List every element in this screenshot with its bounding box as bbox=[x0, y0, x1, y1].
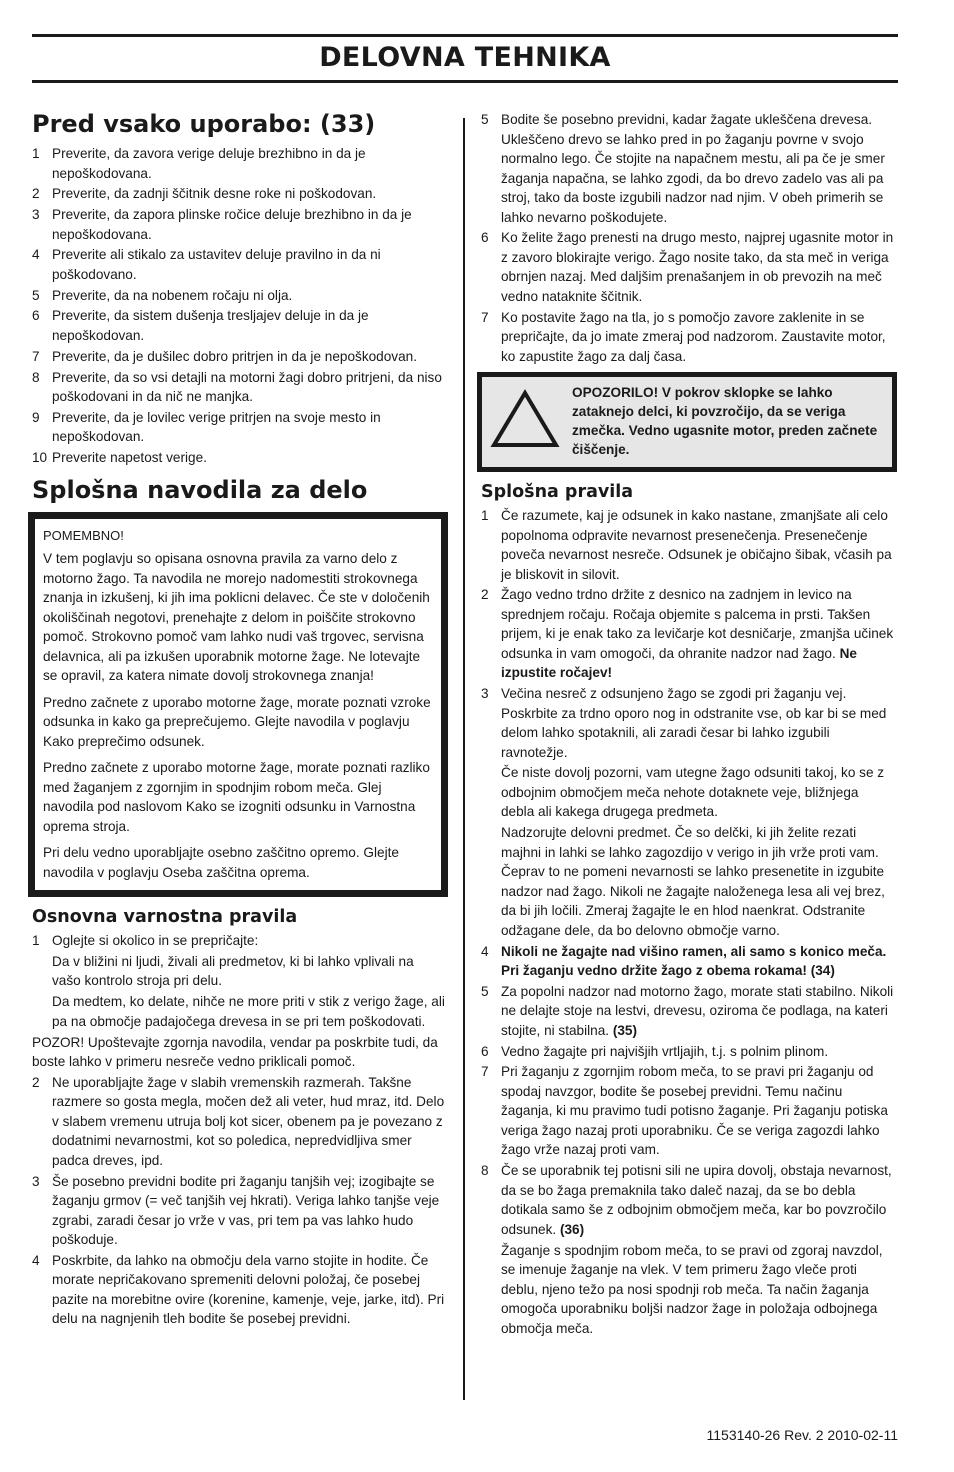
document-number: 1153140-26 Rev. 2 2010-02-11 bbox=[706, 1427, 898, 1443]
list-item: 7 Preverite, da je dušilec dobro pritrjen in da je nepoškodovan. bbox=[32, 348, 417, 364]
list-item: 6 Preverite, da sistem dušenja tresljajev deluje in da je nepoškodovan. bbox=[32, 308, 369, 343]
list-item: 9 Preverite, da je lovilec verige pritrjen na svoje mesto in nepoškodovan. bbox=[32, 409, 381, 445]
section-title-general-instructions: Splošna navodila za delo bbox=[32, 475, 368, 504]
list-subparagraph: Da medtem, ko delate, nihče ne more priti v stik z verigo žage, ali pa na območje padajočega drevesa in se pri tem poškodovati. bbox=[52, 994, 445, 1029]
list-item: 5 Bodite še posebno previdni, kadar žagate ukleščena drevesa. Ukleščeno drevo se lahko pred in po žaganju povrne v svojo normalno lego. Če stojite na napačnem mestu, ali pa če je smer žaganja napačna, se lahko zgodi, da bo drevo zadelo vas ali pa stroj, tako da boste izgubili nadzor nad njim. V obeh primerih se lahko nevarno poškodujete. bbox=[481, 112, 885, 225]
basic-safety-list-continued bbox=[481, 110, 895, 366]
list-item: 5 Preverite, da na nobenem ročaju ni olja. bbox=[32, 287, 293, 303]
warning-text: OPOZORILO! V pokrov sklopke se lahko zataknejo delci, ki povzročijo, da se veriga zmečka. Vedno ugasnite motor, preden začnete čiščenje. bbox=[572, 385, 878, 458]
list-subparagraph: Žaganje s spodnjim robom meča, to se pravi od zgoraj navzdol, se imenuje žaganje na vlek. V tem primeru žago vleče proti deblu, njeno težo pa nosi spodnji rob meča. Ta način žaganja omogoča uporabniku boljši nadzor žage in položaja odbojnega območja meča. bbox=[501, 1242, 883, 1336]
list-item: 6 Vedno žagajte pri najvišjih vrtljajih, t.j. s polnim plinom. bbox=[481, 1043, 829, 1059]
warning-box bbox=[477, 372, 897, 472]
list-item: 5 Za popolni nadzor nad motorno žago, morate stati stabilno. Nikoli ne delajte stoje na lestvi, drevesu, oziroma če podlaga, na kateri stojite, ni stabilna. (35) bbox=[481, 983, 894, 1038]
list-item: 1 Preverite, da zavora verige deluje brezhibno in da je nepoškodovana. bbox=[32, 146, 366, 181]
list-item: 2 Žago vedno trdno držite z desnico na zadnjem in levico na sprednjem ročaju. Ročaja objemite s palcema in prsti. Takšen prijem, ki je enak tako za levičarje kot desničarje, zmanjša učinek odsunka in vam omogoči, da ohranite nadzor nad žago. Ne izpustite ročajev! bbox=[481, 587, 894, 681]
warning-triangle-icon bbox=[490, 389, 560, 449]
notice-paragraph: Predno začnete z uporabo motorne žage, morate poznati vzroke odsunka in kako ga preprečujemo. Glejte navodila v poglavju Kako preprečimo odsunek. bbox=[43, 694, 431, 749]
column-divider bbox=[463, 118, 465, 1400]
notice-paragraph: Pri delu vedno uporabljajte osebno zaščitno opremo. Glejte navodila v poglavju Oseba zaščitna oprema. bbox=[43, 845, 399, 880]
list-item: 4 Preverite ali stikalo za ustavitev deluje pravilno in da ni poškodovano. bbox=[32, 247, 381, 282]
list-item: 4 Nikoli ne žagajte nad višino ramen, ali samo s konico meča. Pri žaganju vedno držite žago z obema rokama! (34) bbox=[481, 943, 887, 979]
before-use-checklist bbox=[32, 144, 446, 468]
notice-paragraph: Predno začnete z uporabo motorne žage, morate poznati razliko med žaganjem z zgornjim in spodnjim robom meča. Glej navodila pod naslovom Kako se izogniti odsunku in Varnostna oprema stroja. bbox=[43, 760, 430, 834]
caution-paragraph: POZOR! Upoštevajte zgornja navodila, vendar pa poskrbite tudi, da boste lahko v primeru nesreče vedno priklicali pomoč. bbox=[32, 1034, 438, 1070]
list-item: 10 Preverite napetost verige. bbox=[32, 450, 207, 466]
list-subparagraph: Da v bližini ni ljudi, živali ali predmetov, ki bi lahko vplivali na vašo kontrolo stroja pri delu. bbox=[52, 953, 414, 989]
section-title-before-use: Pred vsako uporabo: (33) bbox=[32, 110, 376, 138]
header-rule-bottom bbox=[32, 80, 898, 83]
list-subparagraph: Nadzorujte delovni predmet. Če so delčki, ki jih želite rezati majhni in lahki se lahko zagozdijo v verigo in jih vrže proti vam. Čeprav to ne pomeni nevarnosti se lahko presenetite in izgubite nadzor nad žago. Nikoli ne žagajte naloženega lesa ali vej brez, da bi jih ločili. Zmeraj žagajte le en hlod naenkrat. Odstranite odžagane dele, da bo delovno območje varno. bbox=[501, 825, 885, 938]
list-item: 7 Pri žaganju z zgornjim robom meča, to se pravi pri žaganju od spodaj navzgor, bodite še posebej previdni. Temu načinu žaganja, ki mu pravimo tudi potisno žaganje. Pri žaganju potiska veriga žago nazaj proti uporabniku. Če se veriga zagozdi lahko žago vrže nazaj proti vam. bbox=[481, 1064, 888, 1158]
list-item: 2 Preverite, da zadnji ščitnik desne roke ni poškodovan. bbox=[32, 186, 377, 202]
important-notice-box bbox=[28, 512, 448, 898]
list-item: 3 Večina nesreč z odsunjeno žago se zgodi pri žaganju vej. Poskrbite za trdno oporo nog in odstranite vse, ob kar bi se med delom lahko spotaknili, ali zaradi česar bi lahko izgubili ravnotežje. bbox=[481, 686, 887, 760]
list-item: 7 Ko postavite žago na tla, jo s pomočjo zavore zaklenite in se prepričajte, da jo imate zmeraj pod nadzorom. Zaustavite motor, ko zapustite žago za dalj časa. bbox=[481, 309, 886, 364]
list-item: 8 Preverite, da so vsi detajli na motorni žagi dobro pritrjeni, da niso poškodovani in da nič ne manjka. bbox=[32, 369, 442, 405]
page-title: DELOVNA TEHNIKA bbox=[319, 42, 611, 73]
list-item: 6 Ko želite žago prenesti na drugo mesto, najprej ugasnite motor in z zavoro blokirajte verigo. Žago nosite tako, da sta meč in veriga obrnjen nazaj. Med daljšim prenašanjem in ob prevozih na meč vedno nataknite ščitnik. bbox=[481, 230, 894, 304]
list-item: 4 Poskrbite, da lahko na območju dela varno stojite in hodite. Če morate nepričakovano spremeniti delovni položaj, če posebej pazite na morebitne ovire (korenine, kamenje, veje, jarke, itd). Pri delu na nagnjenih tleh bodite še posebej previdni. bbox=[32, 1252, 445, 1327]
list-item: 3 Preverite, da zapora plinske ročice deluje brezhibno in da je nepoškodovana. bbox=[32, 207, 412, 242]
basic-safety-list bbox=[32, 1073, 446, 1329]
list-item: 2 Ne uporabljajte žage v slabih vremenskih razmerah. Takšne razmere so gosta megla, močen dež ali veter, hud mraz, itd. Delo v slabem vremenu utruja bolj kot sicer, obenem pa je povezano z dodatnimi nevarnostmi, kot so poledica, nepredvidljiva smer padca dreves, ipd. bbox=[32, 1074, 445, 1168]
header-rule-top bbox=[32, 34, 898, 37]
right-column bbox=[481, 110, 895, 1339]
list-item: 8 Če se uporabnik tej potisni sili ne upira dovolj, obstaja nevarnost, da se bo žaga premaknila tako daleč nazaj, da se bo debla dotikala samo še z odbojnim območjem meča, kar bo povzročilo odsunek. (36) bbox=[481, 1163, 892, 1237]
notice-paragraph: V tem poglavju so opisana osnovna pravila za varno delo z motorno žago. Ta navodila ne morejo nadomestiti strokovnega znanja in izkušenj, ki jih ima poklicni delavec. Če ste v določenih okoliščinah negotovi, prenehajte z delom in poiščite strokovno pomoč. Strokovno pomoč vam lahko nudi vaš trgovec, servisna delavnica, ali pa izkušen uporabnik motorne žage. Ne lotevajte se opravil, za katera nimate dovolj strokovnega znanja! bbox=[43, 551, 430, 684]
section-title-basic-safety: Osnovna varnostna pravila bbox=[32, 907, 298, 928]
list-item: 3 Še posebno previdni bodite pri žaganju tanjših vej; izogibajte se žaganju grmov (= več tanjših vej hkrati). Veriga lahko tanjše veje zgrabi, zaradi česar jo vrže v vas, pri tem pa vas lahko hudo poškoduje. bbox=[32, 1173, 440, 1248]
list-item: 1 Oglejte si okolico in se prepričajte: bbox=[32, 933, 259, 949]
list-item: 1 Če razumete, kaj je odsunek in kako nastane, zmanjšate ali celo popolnoma odpravite nevarnost presenečenja. Presenečenje poveča nevarnost nesreče. Odsunek je običajno šibak, včasih pa je bliskovit in silovit. bbox=[481, 508, 892, 582]
section-title-general-rules: Splošna pravila bbox=[481, 482, 634, 503]
left-column bbox=[32, 108, 446, 1330]
list-subparagraph: Če niste dovolj pozorni, vam utegne žago odsuniti takoj, ko se z odbojnim območjem meča nehote dotaknete veje, bližnjega debla ali kakega drugega predmeta. bbox=[501, 765, 885, 820]
notice-title: POMEMBNO! bbox=[43, 527, 124, 543]
